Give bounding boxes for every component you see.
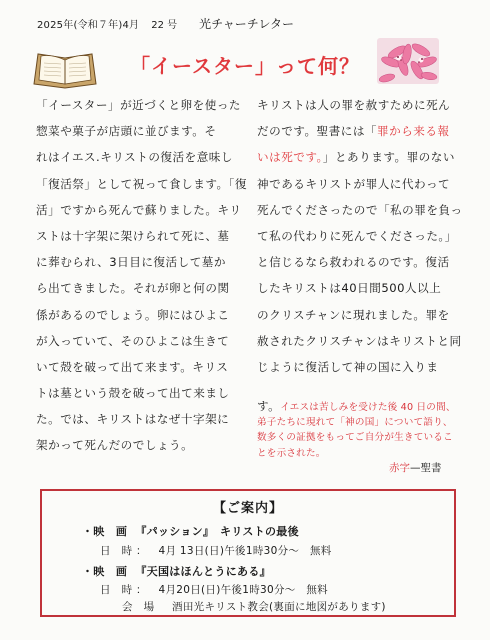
text-line: 活」ですから死んで蘇りました。キリ: [36, 202, 242, 217]
text-line: いて殻を破って出て来ます。キリス: [36, 359, 229, 374]
text-line: [257, 118, 457, 144]
movie-2-time-label: 日 時 ：: [100, 584, 147, 596]
text-line: 惣菜や菓子が店頭に並びます。そ: [36, 124, 217, 139]
text-line: じように復活して神の国に入りま: [257, 359, 439, 374]
note-line: 弟子たちに現れて「神の国」について語り、: [257, 416, 453, 428]
text-line: キリストは人の罪を赦すために死ん: [257, 98, 451, 112]
text-segment: す。: [257, 399, 281, 413]
text-line: 赦されたクリスチャンはキリストと同: [257, 333, 462, 348]
text-segment: 」とあります。罪のない: [322, 150, 455, 165]
text-line: 係があるのでしょう。卵にはひよこ: [36, 307, 230, 322]
source-red-label: 赤字: [389, 462, 410, 474]
text-line: に葬むられ、3日目に復活して墓か: [36, 255, 226, 270]
newsletter-header: [37, 15, 367, 31]
lily-flower-image: [377, 38, 439, 84]
movie-2-title: 『天国はほんとうにある』: [135, 565, 271, 578]
movie-1-row: [82, 523, 299, 539]
newsletter-name: 光チャーチレター: [199, 16, 295, 31]
issue-number: 22 号: [151, 19, 178, 31]
text-line: 「イースター」が近づくと卵を使った: [36, 98, 242, 112]
note-line: 数多くの証拠をもってご自分が生きているこ: [257, 432, 453, 443]
scripture-quote: 罪から来る報: [377, 124, 450, 139]
movie-2-row: [82, 563, 271, 579]
movie-1-title: 『パッション』 キリストの最後: [135, 525, 299, 538]
text-line: トは墓という殻を破って出て来まし: [36, 386, 230, 401]
text-line: ストは十字架に架けられて死に、墓: [36, 228, 230, 243]
scripture-note: [257, 399, 457, 461]
article-title: 「イースター」って何？: [130, 54, 360, 78]
text-line: た。では、キリストはなぜ十字架に: [36, 412, 230, 427]
event-guide-box: [40, 489, 456, 617]
text-line: が入っていて、そのひよこは生きて: [36, 333, 230, 348]
scripture-quote: イエスは苦しみを受けた後 40 日の間、: [280, 402, 456, 413]
source-label: 聖書: [420, 462, 442, 474]
scripture-quote: いは死です。: [257, 150, 323, 165]
movie-1-time-label: 日 時 ：: [100, 545, 147, 557]
movie-2-label: ・映 画: [82, 565, 128, 578]
text-line: 「復活祭」として祝って食します。「復: [36, 176, 247, 191]
left-column-text: [36, 92, 246, 459]
text-line: れはイエス.キリストの復活を意味し: [36, 150, 233, 165]
movie-1-schedule: [100, 543, 332, 558]
venue-row: [122, 599, 386, 614]
venue-label: 会 場: [122, 601, 155, 613]
text-line: したキリストは40日間500人以上: [257, 281, 442, 296]
text-line: と信じるなら救われるのです。復活: [257, 255, 450, 270]
venue-name: 酒田光キリスト教会(裏面に地図があります): [172, 601, 386, 613]
note-line: [257, 399, 457, 415]
text-line: て私の代わりに死んでくださった。」: [257, 228, 457, 243]
source-dash: —: [410, 462, 421, 474]
text-line: [257, 144, 457, 170]
guide-heading: 【ご案内】: [212, 501, 283, 516]
movie-1-label: ・映 画: [82, 525, 128, 538]
movie-1-time: 4月 13日(日)午後1時30分～ 無料: [158, 545, 332, 557]
text-segment: だのです。聖書には「: [257, 124, 378, 139]
right-column-text: [257, 92, 463, 380]
movie-2-schedule: [100, 582, 328, 597]
text-line: 架かって死んだのでしょう。: [36, 438, 194, 453]
issue-date: 2025年(令和７年)4月: [37, 19, 140, 31]
source-legend: [389, 460, 442, 475]
text-line: ら出てきました。それが卵と何の関: [36, 281, 230, 296]
open-book-icon: [30, 44, 100, 92]
note-line: とを示された。: [257, 447, 326, 459]
text-line: 神であるキリストが罪人に代わって: [257, 176, 451, 191]
text-line: のクリスチャンに現れました。罪を: [257, 307, 450, 322]
text-line: 死んでくださったので「私の罪を負っ: [257, 202, 463, 217]
movie-2-time: 4月20日(日)午後1時30分～ 無料: [158, 584, 328, 596]
